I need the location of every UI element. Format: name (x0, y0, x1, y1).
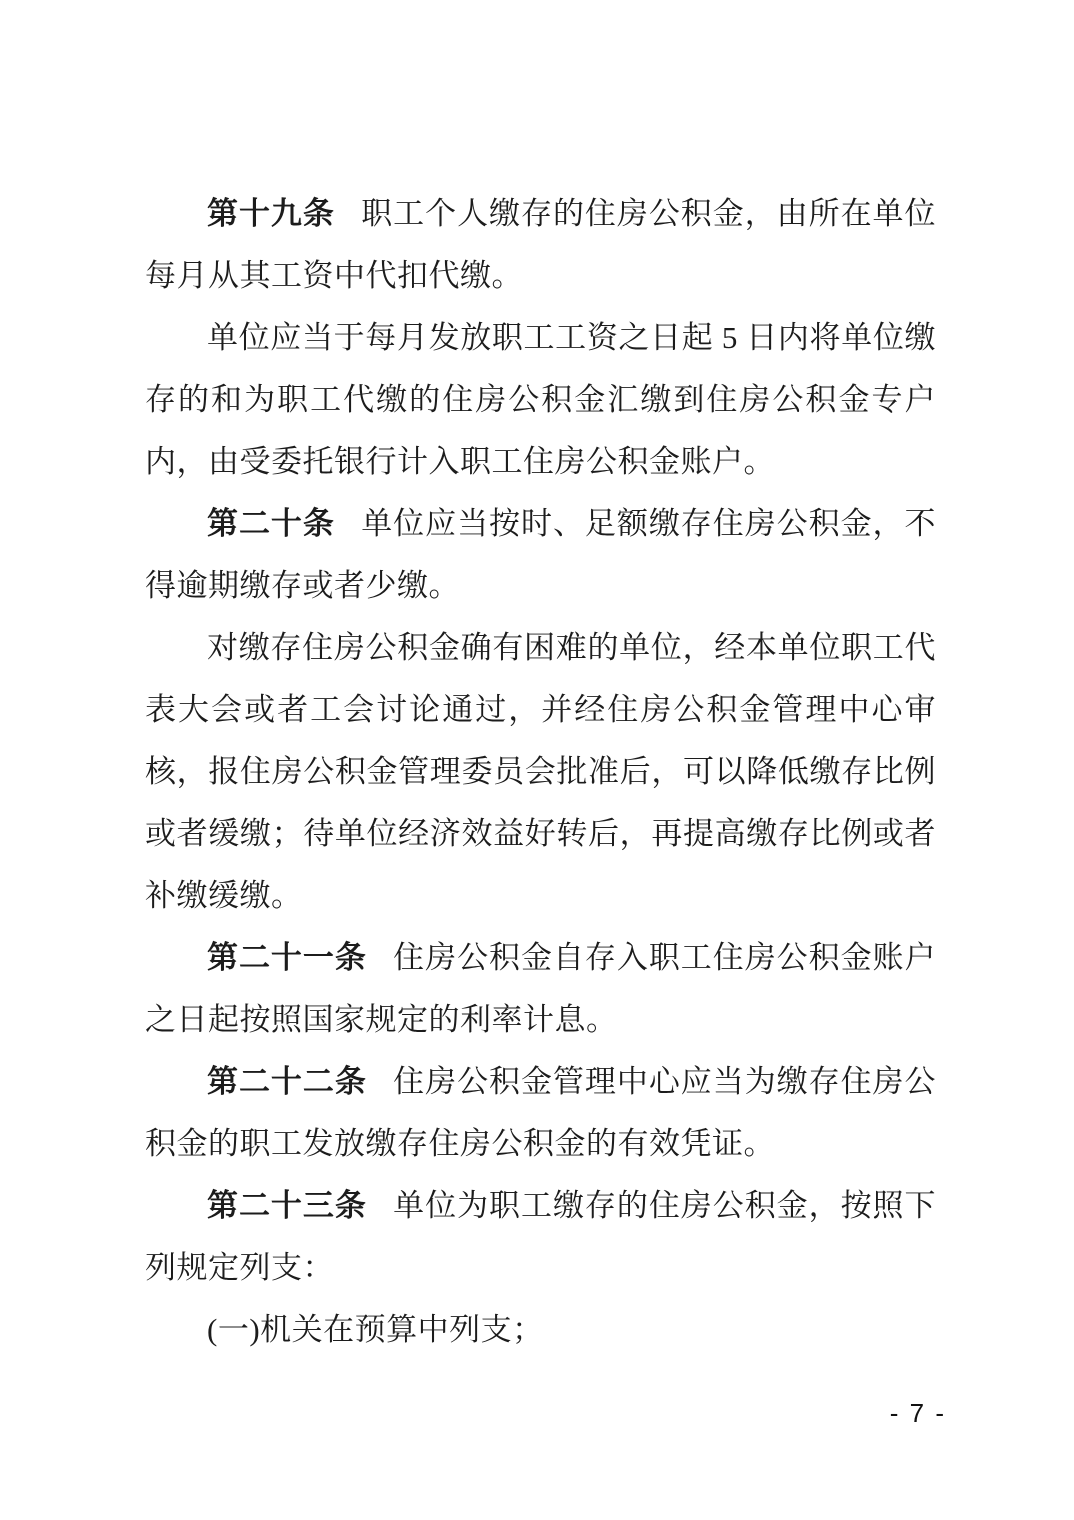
article-19-text: 职工个人缴存的住房公积金，由所在单位每月从其工资中代扣代缴。 (145, 196, 937, 293)
paragraph-article-19-clause-2 (145, 307, 936, 493)
paragraph-article-23 (145, 1175, 936, 1299)
paragraph-article-19 (145, 183, 936, 307)
article-19-number: 第十九条 (207, 196, 335, 231)
article-21-text: 住房公积金自存入职工住房公积金账户之日起按照国家规定的利率计息。 (145, 940, 937, 1037)
article-20-clause-2-text: 对缴存住房公积金确有困难的单位，经本单位职工代表大会或者工会讨论通过，并经住房公积金管理中心审核，报住房公积金管理委员会批准后，可以降低缴存比例或者缓缴；待单位经济效益好转后，再提高缴存比例或者补缴缓缴。 (145, 630, 936, 913)
article-22-number: 第二十二条 (207, 1064, 367, 1099)
article-23-item-1-text: (一)机关在预算中列支； (207, 1312, 544, 1347)
page-number: - 7 - (889, 1398, 946, 1428)
paragraph-article-20-clause-2 (145, 617, 936, 927)
article-23-text: 单位为职工缴存的住房公积金，按照下列规定列支： (145, 1188, 937, 1285)
article-20-number: 第二十条 (207, 506, 335, 541)
article-22-text: 住房公积金管理中心应当为缴存住房公积金的职工发放缴存住房公积金的有效凭证。 (145, 1064, 937, 1161)
paragraph-article-21 (145, 927, 936, 1051)
paragraph-article-23-item-1 (145, 1299, 936, 1361)
paragraph-article-20 (145, 493, 936, 617)
article-19-clause-2-text: 单位应当于每月发放职工工资之日起 5 日内将单位缴存的和为职工代缴的住房公积金汇缴到住房公积金专户内，由受委托银行计入职工住房公积金账户。 (145, 320, 936, 479)
article-21-number: 第二十一条 (207, 940, 367, 975)
document-body (145, 183, 936, 1361)
article-20-text: 单位应当按时、足额缴存住房公积金，不得逾期缴存或者少缴。 (145, 506, 937, 603)
paragraph-article-22 (145, 1051, 936, 1175)
article-23-number: 第二十三条 (207, 1188, 367, 1223)
